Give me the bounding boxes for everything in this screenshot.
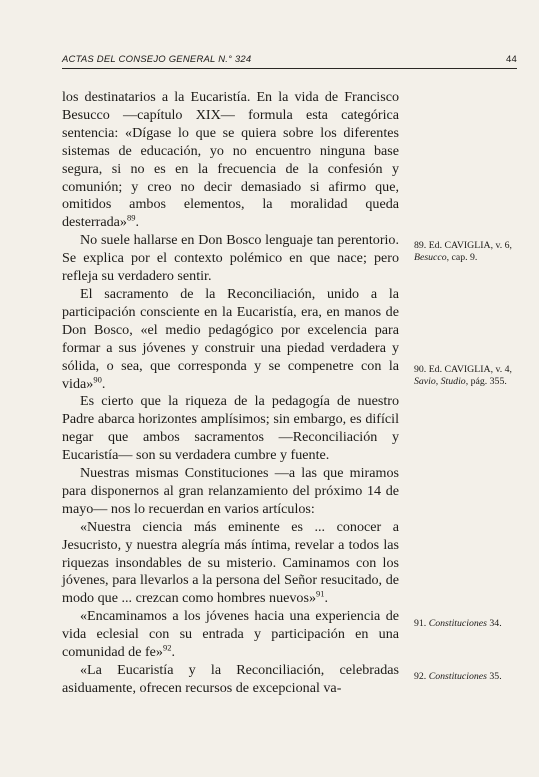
paragraph: El sacramento de la Reconciliación, unido a la participación consciente en la Eucaristía, era, en manos de Don Bosco, «el medio pedagógico por excelencia para formar a sus jóvenes y construir una piedad verdadera y sólida, o sea, que corresponda y se compenetre con la vida»$^{90}$. [62,285,399,392]
footnote-ref: 89 [126,212,136,223]
footnote-ref: 91 [316,588,325,599]
running-header [62,52,517,69]
margin-note: 91. Constituciones 34. [414,618,502,629]
margin-note: 90. Ed. CAVIGLIA, v. 4, Savio, Studio, pág. 355. [414,364,512,387]
main-text [62,89,399,698]
margin-note: 89. Ed. CAVIGLIA, v. 6, Besucco, cap. 9. [414,240,512,263]
paragraph: Es cierto que la riqueza de la pedagogía de nuestro Padre abarca horizontes amplísimos; sin embargo, es difícil negar que ambos sacramentos —Reconciliación y Eucaristía— son su verdadera cumbre y fuente. [62,393,399,464]
footnote-ref: 90 [93,373,102,384]
paragraph: No suele hallarse en Don Bosco lenguaje tan perentorio. Se explica por el contexto polémico en que nace; pero refleja su verdadero sentir. [62,232,399,285]
margin-note: 92. Constituciones 35. [414,671,502,682]
quotation: «La Eucaristía y la Reconciliación, celebradas asiduamente, ofrecen recursos de excepcional va- [62,662,399,696]
quotation: «Encaminamos a los jóvenes hacia una experiencia de vida eclesial con su entrada y participación en una comunidad de fe»$^{92}$. [62,608,399,661]
paragraph: Nuestras mismas Constituciones —a las que miramos para disponernos al gran relanzamiento del próximo 14 de mayo— nos lo recuerdan en varios artículos: [62,465,399,517]
journal-title: ACTAS DEL CONSEJO GENERAL N.° 324 [62,54,252,65]
paragraph: los destinatarios a la Eucaristía. En la vida de Francisco Besucco —capítulo XIX— formula esta categórica sentencia: «Dígase lo que se quiera sobre los diferentes sistemas de educación, yo no encuentro ninguna base segura, si no es en la frecuencia de la confesión y comunión; y creo no decir demasiado si afirmo que, omitidos ambos elementos, la moralidad queda desterrada»$^{89}$. [62,89,399,231]
page-number: 44 [506,54,517,65]
quotation: «Nuestra ciencia más eminente es ... conocer a Jesucristo, y nuestra alegría más íntima, revelar a todos las riquezas insondables de su misterio. Caminamos con los jóvenes, para llevarlos a la persona del Señor resucitado, de modo que ... crezcan como hombres nuevos»$^{91}$. [62,518,399,607]
footnote-ref: 92 [162,642,172,653]
